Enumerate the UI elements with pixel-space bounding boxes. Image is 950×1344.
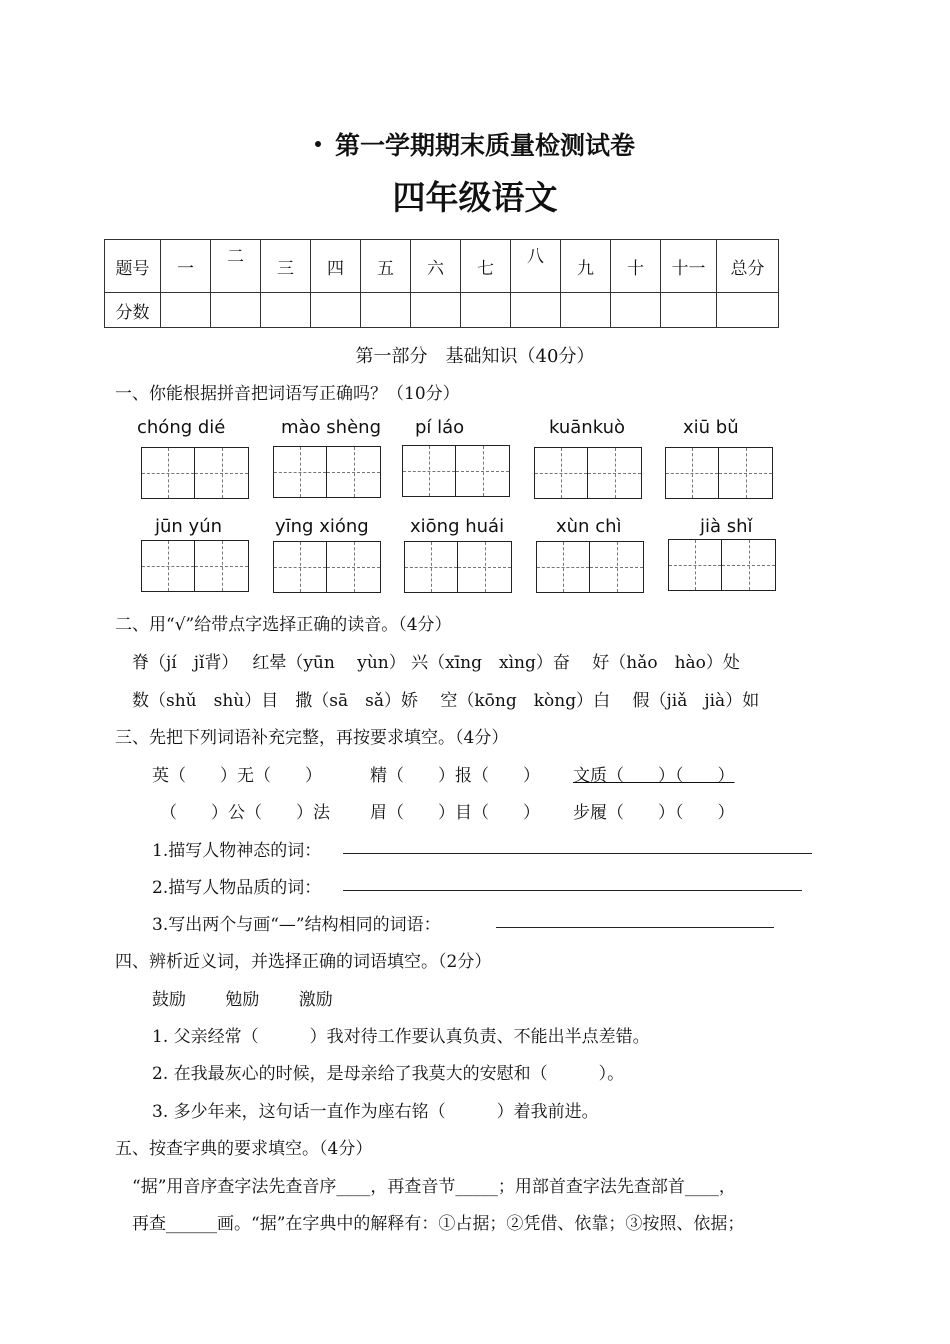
writing-grid[interactable] bbox=[273, 541, 381, 593]
writing-grid[interactable] bbox=[141, 447, 249, 499]
table-cell: 一 bbox=[161, 240, 211, 293]
table-cell: 二 bbox=[211, 240, 261, 293]
table-cell: 七 bbox=[461, 240, 511, 293]
score-input-cell[interactable] bbox=[561, 293, 611, 328]
writing-grid[interactable] bbox=[534, 447, 642, 499]
table-cell: 十一 bbox=[661, 240, 717, 293]
table-cell: 分数 bbox=[105, 293, 161, 328]
pinyin-label: pí láo bbox=[415, 417, 465, 438]
pinyin-label: xiōng huái bbox=[410, 516, 505, 537]
table-cell: 五 bbox=[361, 240, 411, 293]
q2-title: 二、用“√”给带点字选择正确的读音。（4分） bbox=[115, 615, 452, 635]
pinyin-label: jūn yún bbox=[155, 516, 223, 537]
table-cell: 九 bbox=[561, 240, 611, 293]
q1-title: 一、你能根据拼音把词语写正确吗？（10分） bbox=[115, 384, 460, 404]
idiom-blank-underlined: 文质（ ）（ ） bbox=[573, 766, 735, 786]
q4-title: 四、辨析近义词，并选择正确的词语填空。（2分） bbox=[115, 952, 492, 972]
q4-sentence: 1. 父亲经常（ ）我对待工作要认真负责、不能出半点差错。 bbox=[152, 1027, 650, 1047]
score-input-cell[interactable] bbox=[411, 293, 461, 328]
score-input-cell[interactable] bbox=[361, 293, 411, 328]
q3-title: 三、先把下列词语补充完整，再按要求填空。（4分） bbox=[115, 728, 509, 748]
score-input-cell[interactable] bbox=[717, 293, 779, 328]
q4-sentence: 2. 在我最灰心的时候，是母亲给了我莫大的安慰和（ ）。 bbox=[152, 1064, 625, 1084]
score-table-score-row bbox=[105, 293, 779, 328]
score-input-cell[interactable] bbox=[211, 293, 261, 328]
idiom-blank: 英（ ）无（ ） bbox=[152, 766, 322, 786]
writing-grid[interactable] bbox=[536, 541, 644, 593]
score-input-cell[interactable] bbox=[661, 293, 717, 328]
q2-line: 数（shǔ shù）目 撒（sā sǎ）娇 空（kōng kòng）白 假（jiǎ jià）如 bbox=[132, 691, 760, 711]
score-input-cell[interactable] bbox=[261, 293, 311, 328]
writing-grid[interactable] bbox=[273, 446, 381, 498]
q4-sentence: 3. 多少年来，这句话一直作为座右铭（ ）着我前进。 bbox=[152, 1102, 599, 1122]
writing-grid[interactable] bbox=[402, 445, 510, 497]
writing-grid[interactable] bbox=[404, 541, 512, 593]
exam-title: 第一学期期末质量检测试卷 bbox=[0, 126, 950, 162]
bullet-dot-icon bbox=[315, 141, 321, 147]
q3-sub-question: 3.写出两个与画“—”结构相同的词语： bbox=[152, 915, 441, 935]
writing-grid[interactable] bbox=[665, 447, 773, 499]
pinyin-label: mào shèng bbox=[281, 417, 381, 438]
q4-options: 鼓励 勉励 激励 bbox=[152, 990, 333, 1010]
exam-subtitle: 四年级语文 bbox=[392, 178, 558, 217]
pinyin-label: jià shǐ bbox=[700, 516, 753, 537]
idiom-blank: 眉（ ）目（ ） bbox=[370, 803, 540, 823]
table-cell: 四 bbox=[311, 240, 361, 293]
writing-grid[interactable] bbox=[668, 539, 776, 591]
table-cell: 三 bbox=[261, 240, 311, 293]
part1-title: 第一部分 基础知识（40分） bbox=[355, 346, 595, 367]
pinyin-label: chóng dié bbox=[137, 417, 226, 438]
answer-line[interactable] bbox=[496, 927, 774, 928]
q3-sub-question: 2.描写人物品质的词： bbox=[152, 878, 322, 898]
score-input-cell[interactable] bbox=[611, 293, 661, 328]
q2-line: 脊（jí jǐ背） 红晕（yūn yùn） 兴（xīng xìng）奋 好（hǎo hào）处 bbox=[132, 653, 740, 673]
answer-line[interactable] bbox=[343, 853, 812, 854]
q3-sub-question: 1.描写人物神态的词： bbox=[152, 841, 322, 861]
score-input-cell[interactable] bbox=[161, 293, 211, 328]
table-cell: 十 bbox=[611, 240, 661, 293]
table-cell: 题号 bbox=[105, 240, 161, 293]
q5-line: “据”用音序查字法先查音序____，再查音节_____；用部首查字法先查部首____， bbox=[132, 1177, 736, 1197]
idiom-blank: 精（ ）报（ ） bbox=[370, 766, 540, 786]
score-table bbox=[104, 239, 779, 328]
score-input-cell[interactable] bbox=[311, 293, 361, 328]
table-cell: 八 bbox=[511, 240, 561, 293]
pinyin-label: yīng xióng bbox=[275, 516, 369, 537]
score-input-cell[interactable] bbox=[511, 293, 561, 328]
table-cell: 总分 bbox=[717, 240, 779, 293]
score-input-cell[interactable] bbox=[461, 293, 511, 328]
pinyin-label: xùn chì bbox=[556, 516, 622, 537]
writing-grid[interactable] bbox=[141, 540, 249, 592]
idiom-blank: 步履（ ）（ ） bbox=[573, 803, 735, 823]
q5-line: 再查______画。“据”在字典中的解释有：①占据；②凭借、依靠；③按照、依据； bbox=[132, 1214, 745, 1234]
score-table-header-row bbox=[105, 240, 779, 293]
answer-line[interactable] bbox=[343, 890, 802, 891]
pinyin-label: kuānkuò bbox=[549, 417, 626, 438]
idiom-blank: （ ）公（ ）法 bbox=[160, 803, 330, 823]
table-cell: 六 bbox=[411, 240, 461, 293]
pinyin-label: xiū bǔ bbox=[683, 417, 739, 438]
q5-title: 五、按查字典的要求填空。（4分） bbox=[115, 1139, 373, 1159]
